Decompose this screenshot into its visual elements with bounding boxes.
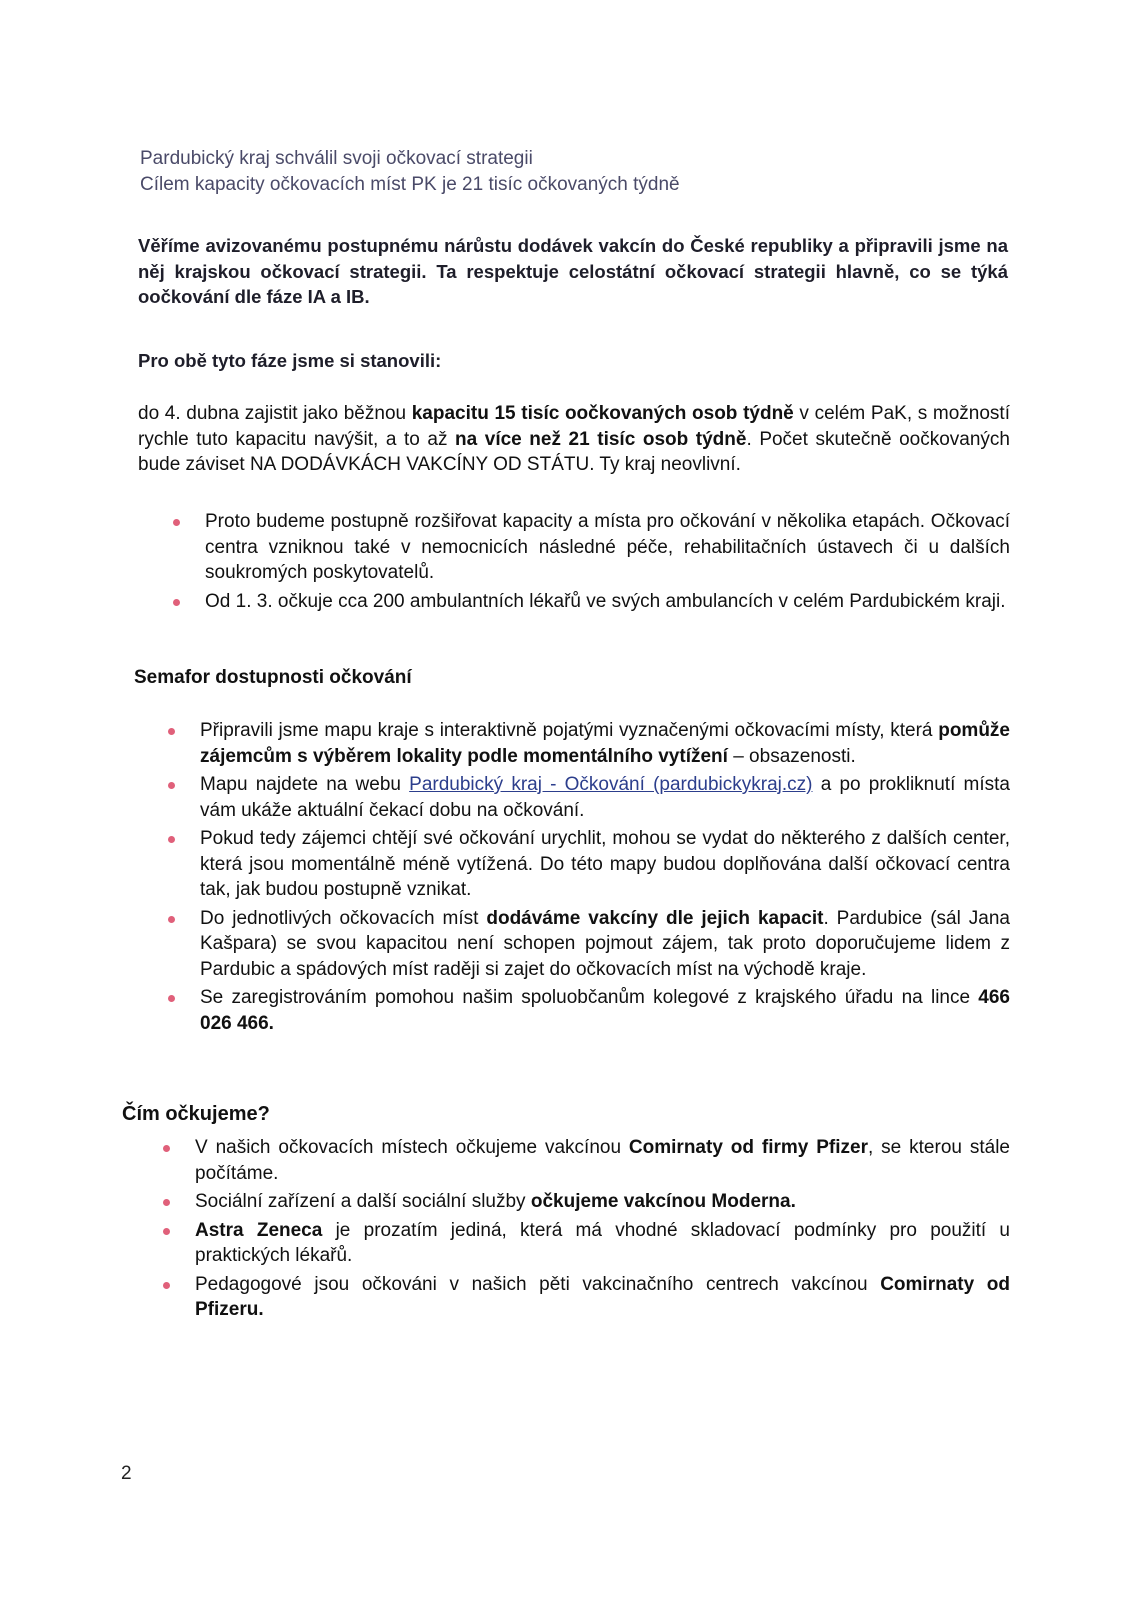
section-title-vaccines: Čím očkujeme?	[122, 1103, 270, 1125]
list-item: Pedagogové jsou očkováni v našich pěti vakcinačního centrech vakcínou Comirnaty od Pfizeru.	[195, 1272, 1010, 1323]
bullet-icon	[168, 836, 175, 843]
semafor-list	[200, 718, 1010, 1039]
list-item: Od 1. 3. očkuje cca 200 ambulantních lékařů ve svých ambulancích v celém Pardubickém kraji.	[205, 589, 1010, 615]
page-number: 2	[121, 1463, 132, 1484]
bullet-icon	[173, 519, 180, 526]
bullet-icon	[163, 1145, 170, 1152]
bullet-icon	[168, 995, 175, 1002]
document-heading	[140, 146, 1040, 198]
list-item: V našich očkovacích místech očkujeme vakcínou Comirnaty od firmy Pfizer, se kterou stále počítáme.	[195, 1135, 1010, 1186]
bullet-icon	[168, 782, 175, 789]
list-item: Připravili jsme mapu kraje s interaktivně pojatými vyznačenými očkovacími místy, která pomůže zájemcům s výběrem lokality podle momentálního vytížení – obsazenosti.	[200, 718, 1010, 769]
list-item: Do jednotlivých očkovacích míst dodáváme vakcíny dle jejich kapacit. Pardubice (sál Jana Kašpara) se svou kapacitou není schopen pojmout zájem, tak proto doporučujeme lidem z Pardubic a spádových míst raději si zajet do očkovacích míst na východě kraje.	[200, 906, 1010, 983]
bullet-icon	[168, 916, 175, 923]
intro-paragraph: Věříme avizovanému postupnému nárůstu dodávek vakcín do České republiky a připravili jsme na něj krajskou očkovací strategii. Ta respektuje celostátní očkovací strategii hlavně, co se týká oočkování dle fáze IA a IB.	[138, 235, 1008, 307]
list-item: Sociální zařízení a další sociální služby očkujeme vakcínou Moderna.	[195, 1189, 1010, 1215]
bullet-icon	[163, 1199, 170, 1206]
vaccines-list	[195, 1135, 1010, 1326]
heading-line-2: Cílem kapacity očkovacích míst PK je 21 tisíc očkovaných týdně	[140, 174, 680, 195]
vaccination-map-link[interactable]: Pardubický kraj - Očkování (pardubickykraj.cz)	[409, 774, 813, 795]
heading-line-1: Pardubický kraj schválil svoji očkovací strategii	[140, 148, 533, 169]
list-item: Astra Zeneca je prozatím jediná, která má vhodné skladovací podmínky pro použití u praktických lékařů.	[195, 1218, 1010, 1269]
capacity-paragraph: do 4. dubna zajistit jako běžnou kapacitu 15 tisíc oočkovaných osob týdně v celém PaK, s možností rychle tuto kapacitu navýšit, a to až na více než 21 tisíc osob týdně. Počet skutečně oočkovaných bude záviset NA DODÁVKÁCH VAKCÍNY OD STÁTU. Ty kraj neovlivní.	[138, 403, 1010, 475]
section-title-semafor: Semafor dostupnosti očkování	[134, 667, 412, 688]
bullet-icon	[163, 1282, 170, 1289]
bullet-icon	[163, 1228, 170, 1235]
list-item: Se zaregistrováním pomohou našim spoluobčanům kolegové z krajského úřadu na lince 466 026 466.	[200, 985, 1010, 1036]
bullet-icon	[168, 728, 175, 735]
list-item: Pokud tedy zájemci chtějí své očkování urychlit, mohou se vydat do některého z dalších center, která jsou momentálně méně vytížená. Do této mapy budou doplňována další očkovací centra tak, jak budou postupně vznikat.	[200, 826, 1010, 903]
expansion-list	[205, 509, 1010, 617]
bullet-icon	[173, 599, 180, 606]
list-item: Mapu najdete na webu Pardubický kraj - Očkování (pardubickykraj.cz) a po prokliknutí místa vám ukáže aktuální čekací dobu na očkování.	[200, 772, 1010, 823]
list-item: Proto budeme postupně rozšiřovat kapacity a místa pro očkování v několika etapách. Očkovací centra vzniknou také v nemocnicích následné péče, rehabilitačních ústavech či u dalších soukromých poskytovatelů.	[205, 509, 1010, 586]
phases-label: Pro obě tyto fáze jsme si stanovili:	[138, 350, 442, 371]
